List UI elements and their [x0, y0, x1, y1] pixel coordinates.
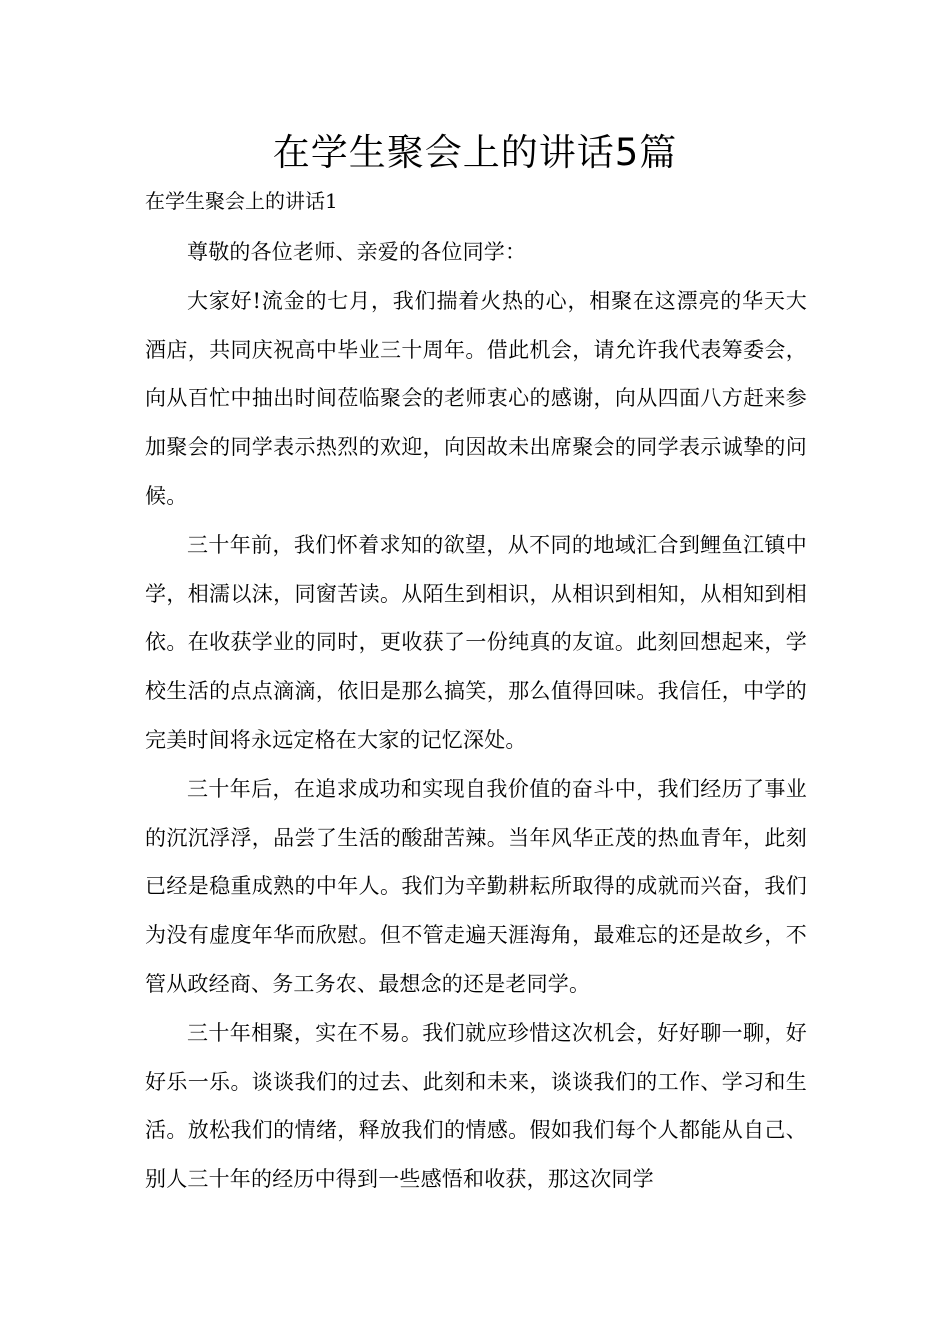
document-body — [145, 228, 807, 1204]
paragraph: 三十年前，我们怀着求知的欲望，从不同的地域汇合到鲤鱼江镇中学，相濡以沫，同窗苦读。从陌生到相识，从相识到相知，从相知到相依。在收获学业的同时，更收获了一份纯真的友谊。此刻回想起来，学校生活的点点滴滴，依旧是那么搞笑，那么值得回味。我信任，中学的完美时间将永远定格在大家的记忆深处。 — [145, 532, 807, 752]
paragraph: 三十年相聚，实在不易。我们就应珍惜这次机会，好好聊一聊，好好乐一乐。谈谈我们的过去、此刻和未来，谈谈我们的工作、学习和生活。放松我们的情绪，释放我们的情感。假如我们每个人都能从自己、别人三十年的经历中得到一些感悟和收获，那这次同学 — [145, 1020, 807, 1192]
document-title: 在学生聚会上的讲话5篇 — [272, 131, 678, 174]
section-heading: 在学生聚会上的讲话1 — [145, 189, 338, 213]
paragraph: 三十年后，在追求成功和实现自我价值的奋斗中，我们经历了事业的沉沉浮浮，品尝了生活的酸甜苦辣。当年风华正茂的热血青年，此刻已经是稳重成熟的中年人。我们为辛勤耕耘所取得的成就而兴奋，我们为没有虚度年华而欣慰。但不管走遍天涯海角，最难忘的还是故乡，不管从政经商、务工务农、最想念的还是老同学。 — [145, 776, 807, 996]
paragraph-greeting: 尊敬的各位老师、亲爱的各位同学： — [187, 240, 527, 264]
paragraph: 大家好!流金的七月，我们揣着火热的心，相聚在这漂亮的华天大酒店，共同庆祝高中毕业三十周年。借此机会，请允许我代表筹委会，向从百忙中抽出时间莅临聚会的老师衷心的感谢，向从四面八方赶来参加聚会的同学表示热烈的欢迎，向因故未出席聚会的同学表示诚挚的问候。 — [145, 288, 807, 508]
